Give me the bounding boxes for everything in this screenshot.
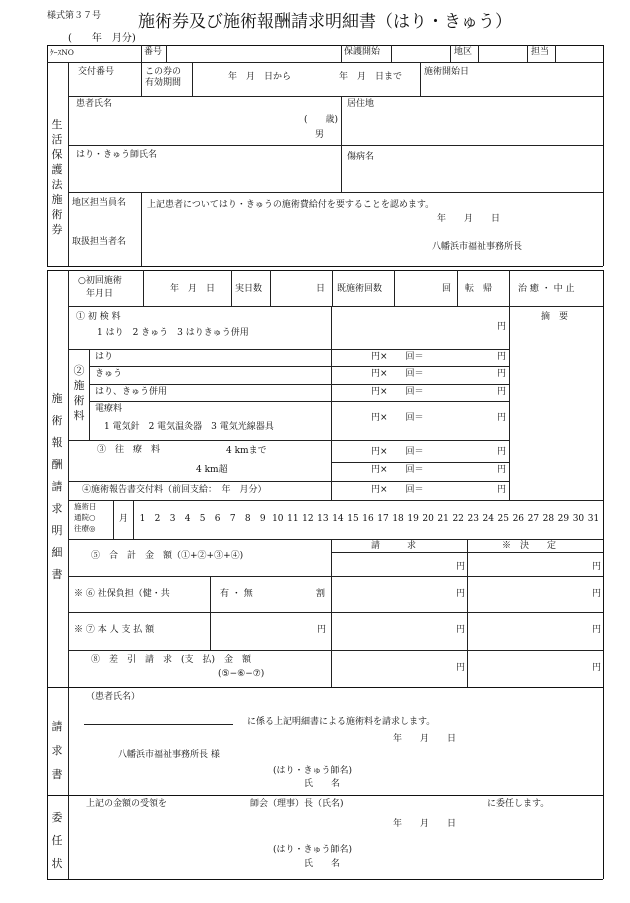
tanto-label: 担当 xyxy=(531,47,550,57)
age-label: ( 歳) xyxy=(304,115,339,125)
total-seikyu-yen: 円 xyxy=(456,562,466,572)
visit-day: 17 xyxy=(377,514,389,524)
self-pay-label: ※ ⑦ 本 人 支 払 額 xyxy=(74,625,155,635)
travel-calc-1: 円× 回＝ xyxy=(371,447,424,457)
travel-1: 4 kmまで xyxy=(226,446,267,456)
form-title: 施術券及び施術報酬請求明細書（はり・きゅう） xyxy=(138,12,512,32)
first-treatment-label-1: ○初回施術 xyxy=(78,276,122,286)
validity-label-1: この券の xyxy=(145,67,182,77)
row2-calc-0: 円× 回＝ xyxy=(371,352,424,362)
claim-date: 年 月 日 xyxy=(393,734,457,744)
ban-label: 番号 xyxy=(144,47,163,57)
row2-yen-1: 円 xyxy=(497,369,507,379)
day-unit: 日 xyxy=(316,284,326,294)
visit-day: 24 xyxy=(482,514,494,524)
kofu-no-label: 交付番号 xyxy=(78,67,115,77)
diff-formula: (⑤−⑥−⑦) xyxy=(218,669,265,679)
form-number: 様式第３７号 xyxy=(47,11,102,21)
claim-shi: (はり・きゅう師名) xyxy=(273,766,353,776)
proxy-text-2: 師会（理事）長（氏名) xyxy=(250,799,344,809)
prior-count-label: 既施術回数 xyxy=(337,284,383,294)
visit-day: 13 xyxy=(317,514,329,524)
office-name: 八幡浜市福祉事務所長 xyxy=(432,242,523,252)
row2-yen-0: 円 xyxy=(497,352,507,362)
travel-yen-1: 円 xyxy=(497,447,507,457)
total-label: ⑤ 合 計 金 額（①+②+③+④) xyxy=(91,551,244,561)
ticket-section-label: 生活保護法施術券 xyxy=(51,118,63,236)
tenki-label: 転 帰 xyxy=(465,284,493,294)
gender-label: 男 xyxy=(315,130,325,140)
visit-day: 15 xyxy=(347,514,359,524)
validity-label-2: 有効期間 xyxy=(145,78,182,88)
visit-day: 25 xyxy=(497,514,509,524)
visit-day: 20 xyxy=(422,514,434,524)
visits-label-1: 施術日 xyxy=(74,502,97,511)
summary-label: 摘 要 xyxy=(541,312,569,322)
detail-section-label: 施術報酬請求明細書 xyxy=(51,392,63,581)
visit-day: 30 xyxy=(572,514,585,524)
claim-addressee: 八幡浜市福祉事務所長 様 xyxy=(118,750,220,760)
proxy-text-1: 上記の金額の受領を xyxy=(86,799,168,809)
visit-day: 22 xyxy=(452,514,464,524)
electro-options: 1 電気針 2 電気温灸器 3 電気光線器具 xyxy=(104,422,274,432)
approval-date: 年 月 日 xyxy=(437,214,501,224)
self-pay-kettei-yen: 円 xyxy=(592,625,602,635)
report-calc: 円× 回＝ xyxy=(371,485,424,495)
row2-name-2: はり、きゅう併用 xyxy=(95,387,168,397)
visits-label-2: 通院○ xyxy=(74,513,96,522)
report-yen: 円 xyxy=(497,485,507,495)
first-fee-options: 1 はり 2 きゅう 3 はりきゅう併用 xyxy=(97,328,249,338)
row2-name-1: きゅう xyxy=(95,369,123,379)
visit-day: 19 xyxy=(407,514,419,524)
diff-seikyu-yen: 円 xyxy=(456,663,466,673)
visit-day: 16 xyxy=(362,514,374,524)
visit-day: 23 xyxy=(467,514,479,524)
chiku-label: 地区 xyxy=(454,47,473,57)
visit-day: 2 xyxy=(154,514,161,524)
month-unit: 月 xyxy=(119,514,129,524)
proxy-text-3: に委任します。 xyxy=(487,799,550,809)
row2-calc-2: 円× 回＝ xyxy=(371,387,424,397)
visit-day: 28 xyxy=(542,514,555,524)
visit-day: 7 xyxy=(229,514,236,524)
claim-section-label: 請求書 xyxy=(51,720,63,781)
insurance-mid: 有 ・ 無 xyxy=(220,589,253,599)
visit-day: 14 xyxy=(332,514,344,524)
approval-text: 上記患者についてはり・きゅうの施術費給付を要することを認めます。 xyxy=(147,200,435,210)
insurance-kettei-yen: 円 xyxy=(592,589,602,599)
insurance-unit: 割 xyxy=(316,589,326,599)
row2-calc-3: 円× 回＝ xyxy=(371,413,424,423)
total-kettei-yen: 円 xyxy=(592,562,602,572)
row2-yen-3: 円 xyxy=(497,413,507,423)
times-unit: 回 xyxy=(442,284,452,294)
row2-calc-1: 円× 回＝ xyxy=(371,369,424,379)
travel-yen-2: 円 xyxy=(497,465,507,475)
insurance-label: ※ ⑥ 社保負担（健・共 xyxy=(74,589,170,599)
claim-patient-label: （患者氏名） xyxy=(86,692,141,702)
visits-label-3: 往療◎ xyxy=(74,524,96,533)
item2-label: ②施術料 xyxy=(73,364,85,422)
actual-days-label: 実日数 xyxy=(235,284,263,294)
visit-day: 31 xyxy=(587,514,600,524)
patient-name-label: 患者氏名 xyxy=(76,99,113,109)
claim-name: 氏 名 xyxy=(304,779,341,789)
visit-day: 12 xyxy=(302,514,314,524)
row2-name-3: 電療料 xyxy=(95,404,123,414)
validity-from: 年 月 日から xyxy=(228,72,292,82)
travel-calc-2: 円× 回＝ xyxy=(371,465,424,475)
proxy-date: 年 月 日 xyxy=(393,819,457,829)
first-treatment-date: 年 月 日 xyxy=(170,284,216,294)
travel-label: ③ 往 療 料 xyxy=(97,445,161,455)
travel-2: 4 km超 xyxy=(196,465,228,475)
visit-day: 6 xyxy=(214,514,221,524)
visit-day: 18 xyxy=(392,514,404,524)
visit-day: 27 xyxy=(527,514,540,524)
outcome-label: 治 癒 ・ 中 止 xyxy=(518,284,575,294)
diff-label: ⑧ 差 引 請 求 (支 払) 金 額 xyxy=(91,655,252,665)
address-label: 居住地 xyxy=(347,99,375,109)
visit-day: 29 xyxy=(557,514,570,524)
report-fee-label: ④施術報告書交付料（前回支給： 年 月分） xyxy=(82,485,267,495)
visit-day: 11 xyxy=(287,514,299,524)
proxy-name: 氏 名 xyxy=(304,859,341,869)
sejutsu-start-label: 施術開始日 xyxy=(424,67,470,77)
visit-day: 3 xyxy=(169,514,176,524)
proxy-section-label: 委任状 xyxy=(51,811,63,870)
insurance-seikyu-yen: 円 xyxy=(456,589,466,599)
row2-yen-2: 円 xyxy=(497,387,507,397)
row2-name-0: はり xyxy=(95,352,114,362)
diff-kettei-yen: 円 xyxy=(592,663,602,673)
first-fee-yen: 円 xyxy=(497,322,507,332)
visit-day: 8 xyxy=(244,514,251,524)
hogo-start-label: 保護開始 xyxy=(344,47,381,57)
proxy-shi: (はり・きゅう師名) xyxy=(273,845,353,855)
month-label: ( 年 月分) xyxy=(68,33,136,44)
handler-label: 取扱担当者名 xyxy=(72,237,127,247)
visit-day: 10 xyxy=(272,514,284,524)
case-no-label: ｹｰｽNO xyxy=(50,48,74,57)
disease-label: 傷病名 xyxy=(347,152,375,162)
visit-day: 21 xyxy=(437,514,449,524)
kettei-header: ※ 決 定 xyxy=(502,541,557,551)
self-pay-yen: 円 xyxy=(317,625,327,635)
validity-to: 年 月 日まで xyxy=(339,72,403,82)
district-officer-label: 地区担当員名 xyxy=(72,198,127,208)
practitioner-name-label: はり・きゅう師氏名 xyxy=(76,150,158,160)
self-pay-seikyu-yen: 円 xyxy=(456,625,466,635)
first-fee-label: ① 初 検 料 xyxy=(76,312,121,322)
visit-day: 1 xyxy=(139,514,146,524)
visit-day: 26 xyxy=(512,514,525,524)
first-treatment-label-2: 年月日 xyxy=(86,289,114,299)
claim-text: に係る上記明細書による施術料を請求します。 xyxy=(247,717,436,727)
visit-day: 9 xyxy=(259,514,266,524)
seikyu-header: 請 求 xyxy=(371,541,417,551)
visit-day: 4 xyxy=(184,514,191,524)
visit-day: 5 xyxy=(199,514,206,524)
